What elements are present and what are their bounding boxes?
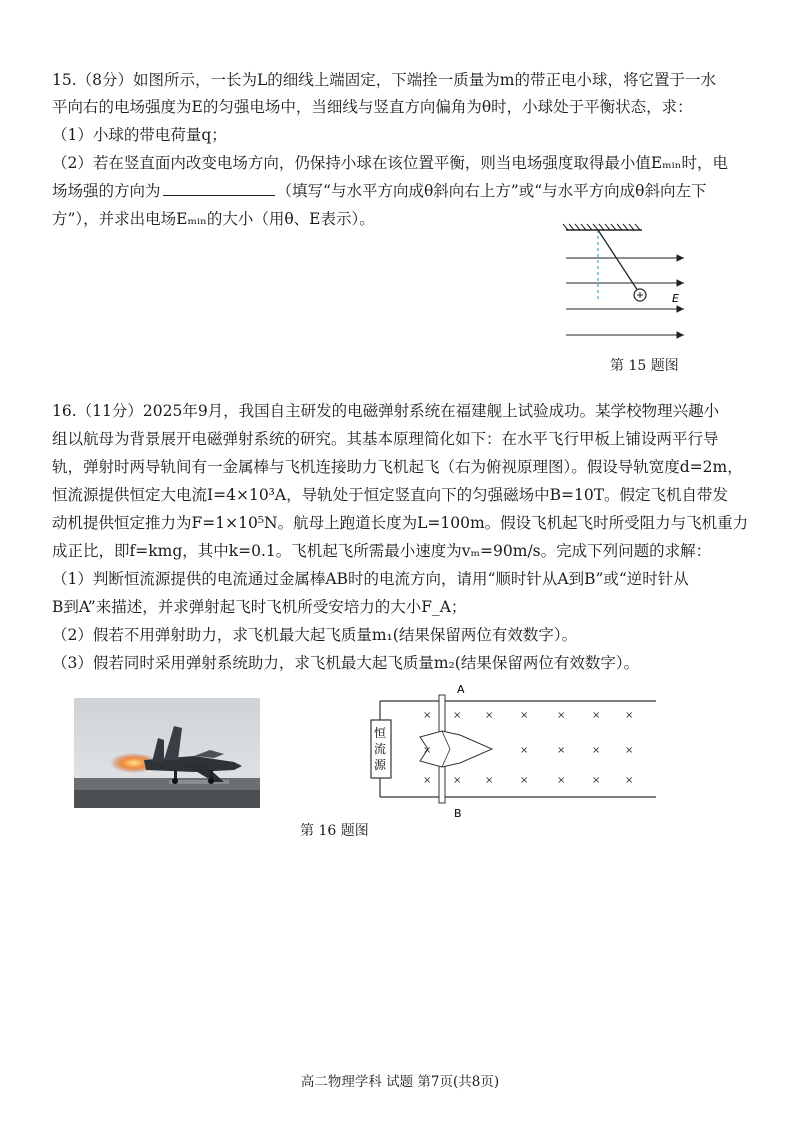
q16-line-6: 成正比，即f=kmg，其中k=0.1。飞机起飞所需最小速度为vₘ=90m/s。完成下列问题的求解：	[52, 542, 712, 560]
q16-line-1: 16.（11分）2025年9月，我国自主研发的电磁弹射系统在福建舰上试验成功。某学校物理兴趣小	[52, 402, 720, 420]
svg-text:×: ×	[423, 710, 432, 721]
q15-line-5-b: （填写“与水平方向成θ斜向右上方”或“与水平方向成θ斜向左下	[276, 182, 707, 200]
q15-caption: 第 15 题图	[610, 358, 679, 374]
fighter-jet-photo	[74, 698, 260, 808]
q16-line-5: 动机提供恒定推力为F=1×10⁵N。航母上跑道长度为L=100m。假设飞机起飞时所受阻力与飞机重力	[52, 514, 749, 532]
field-label-e: E	[672, 292, 679, 305]
source-label-1: 恒	[374, 726, 387, 740]
q15-line-2: 平向右的电场强度为E的匀强电场中，当细线与竖直方向偏角为θ时，小球处于平衡状态，求：	[52, 98, 693, 116]
string	[598, 230, 638, 291]
source-label-2: 流	[374, 742, 387, 756]
q15-line-5	[52, 181, 706, 201]
svg-text:×: ×	[520, 775, 529, 786]
q16-line-8: B到A”来描述，并求弹射起飞时飞机所受安培力的大小F_A；	[52, 598, 467, 616]
svg-text:×: ×	[485, 775, 494, 786]
rails	[380, 701, 656, 797]
svg-text:×: ×	[625, 710, 634, 721]
svg-text:×: ×	[557, 710, 566, 721]
svg-text:×: ×	[625, 775, 634, 786]
svg-text:×: ×	[592, 710, 601, 721]
q16-part-3: （3）假若同时采用弹射系统助力，求飞机最大起飞质量m₂(结果保留两位有效数字）。	[52, 654, 640, 672]
svg-text:×: ×	[520, 710, 529, 721]
q15-line-6: 方”），并求出电场Eₘᵢₙ的大小（用θ、E表示）。	[52, 210, 375, 228]
svg-text:×: ×	[520, 745, 529, 756]
svg-text:×: ×	[592, 775, 601, 786]
charged-ball	[634, 289, 646, 301]
q16-line-4: 恒流源提供恒定大电流I=4×10³A，导轨处于恒定竖直向下的匀强磁场中B=10T。假定飞机自带发	[52, 486, 729, 504]
q15-line-5-a: 场场强的方向为	[52, 182, 161, 200]
q16-part-1: （1）判断恒流源提供的电流通过金属棒AB时的电流方向，请用“顺时针从A到B”或“逆时针从	[52, 570, 689, 588]
q15-part-2: （2）若在竖直面内改变电场方向，仍保持小球在该位置平衡，则当电场强度取得最小值Eₘᵢₙ时，电	[52, 154, 729, 172]
rod-label-a: A	[457, 685, 465, 696]
svg-text:×: ×	[592, 745, 601, 756]
answer-blank	[163, 181, 275, 196]
svg-text:×: ×	[557, 775, 566, 786]
q16-line-2: 组以航母为背景展开电磁弹射系统的研究。其基本原理简化如下：在水平飞行甲板上铺设两平行导	[52, 430, 719, 448]
rail-schematic	[370, 685, 660, 820]
q16-line-3: 轨，弹射时两导轨间有一金属棒与飞机连接助力飞机起飞（右为俯视原理图）。假设导轨宽度d=2m，	[52, 458, 743, 476]
q16-part-2: （2）假若不用弹射助力，求飞机最大起飞质量m₁(结果保留两位有效数字）。	[52, 626, 578, 644]
svg-text:×: ×	[453, 710, 462, 721]
svg-text:×: ×	[453, 775, 462, 786]
svg-text:×: ×	[423, 745, 432, 756]
constant-current-source	[371, 720, 391, 778]
source-label-3: 源	[374, 758, 387, 772]
svg-text:×: ×	[557, 745, 566, 756]
field-lines	[566, 258, 684, 335]
svg-text:×: ×	[485, 710, 494, 721]
svg-text:×: ×	[423, 775, 432, 786]
svg-text:×: ×	[625, 745, 634, 756]
q15-figure	[560, 220, 690, 345]
page-footer: 高二物理学科 试题 第7页(共8页)	[300, 1074, 500, 1090]
ceiling-hatch	[563, 224, 642, 230]
q15-part-1: （1）小球的带电荷量q；	[52, 126, 227, 144]
q16-caption: 第 16 题图	[300, 823, 369, 839]
rod-label-b: B	[454, 807, 462, 820]
q15-line-1: 15.（8分）如图所示，一长为L的细线上端固定，下端拴一质量为m的带正电小球，将它置于一水	[52, 71, 717, 89]
